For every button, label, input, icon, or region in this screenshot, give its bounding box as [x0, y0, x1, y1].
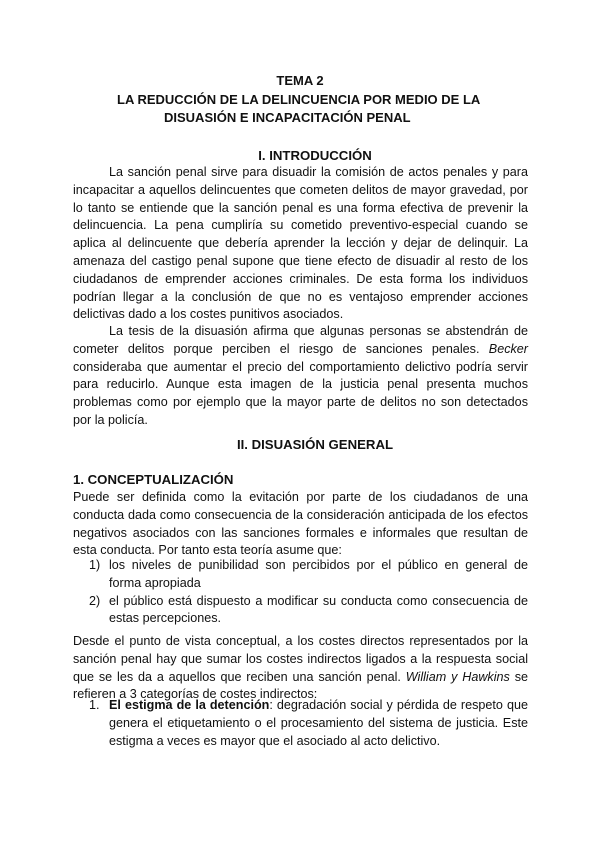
- assumption-number: 2): [89, 593, 101, 608]
- assumptions-list: [89, 557, 528, 628]
- topic-label: TEMA 2: [276, 73, 324, 88]
- conceptualization-paragraph: Puede ser definida como la evitación por parte de los ciudadanos de una conducta dada como consecuencia de la consideración anticipada de los efectos negativos asociados con las sanciones formales e informales que resultan de esta conducta. Por tanto esta teoría asume que:: [73, 490, 528, 558]
- indirect-costs-text: Desde el punto de vista conceptual, a los costes directos representados por la sanción penal hay que sumar los costes indirectos ligados a la respuesta social que se les da a aquellos que reciben una sanción penal.: [73, 634, 528, 684]
- author-becker: Becker: [488, 341, 528, 356]
- cost-categories-list: [89, 697, 528, 750]
- intro-paragraph-2-text: La tesis de la disuasión afirma que algunas personas se abstendrán de cometer delitos porque perciben el riesgo de sanciones penales.: [73, 324, 528, 356]
- assumption-text: el público está dispuesto a modificar su conducta como consecuencia de estas percepciones.: [109, 593, 528, 626]
- section-heading-disuasion-general: II. DISUASIÓN GENERAL: [236, 437, 394, 452]
- intro-paragraph-2: [73, 323, 528, 430]
- title-line-2: DISUASIÓN E INCAPACITACIÓN PENAL: [164, 110, 411, 125]
- cost-category-text: : degradación social y pérdida de respeto que genera el etiquetamiento o el procesamiento del sistema de justicia. Este estigma a veces es mayor que el asociado al acto delictivo.: [109, 698, 528, 748]
- assumption-number: 1): [89, 558, 101, 572]
- assumption-item: [89, 557, 528, 593]
- title-line-1: LA REDUCCIÓN DE LA DELINCUENCIA POR MEDIO DE LA: [117, 92, 481, 107]
- authors-william-hawkins: William y Hawkins: [405, 669, 510, 684]
- intro-paragraph-2-text-cont: consideraba que aumentar el precio del comportamiento delictivo podría servir para reducirlo. Aunque esta imagen de la justicia penal presenta muchos problemas como por ejemplo que la mayor parte de delitos no son detectados por la policía.: [73, 359, 528, 427]
- indirect-costs-text-cont: se refieren a 3 categorías de costes indirectos:: [73, 669, 528, 702]
- cost-category-number: 1.: [89, 698, 100, 712]
- section-heading-introduccion: I. INTRODUCCIÓN: [258, 148, 372, 163]
- cost-category-item: [89, 697, 528, 750]
- subheading-conceptualizacion: 1. CONCEPTUALIZACIÓN: [73, 472, 234, 487]
- assumption-item: [89, 593, 528, 629]
- assumption-text: los niveles de punibilidad son percibidos por el público en general de forma apropiada: [109, 558, 528, 590]
- cost-category-title: El estigma de la detención: [109, 698, 270, 712]
- indirect-costs-paragraph: [73, 633, 528, 704]
- intro-paragraph-1: La sanción penal sirve para disuadir la comisión de actos penales y para incapacitar a aquellos delincuentes que cometen delitos de mayor gravedad, por lo tanto se entiende que la sanción penal es una forma efectiva de prevenir la delincuencia. La pena cumpliría su cometido preventivo-especial cuando se aplica al delincuente que debería aprender la lección y dejar de delinquir. La amenaza del castigo penal supone que tiene efecto de disuadir al resto de los ciudadanos de emprender acciones criminales. De esta forma los individuos podrían llegar a la conclusión de que no es ventajoso emprender acciones delictivas dado a los costes punitivos asociados.: [73, 165, 528, 322]
